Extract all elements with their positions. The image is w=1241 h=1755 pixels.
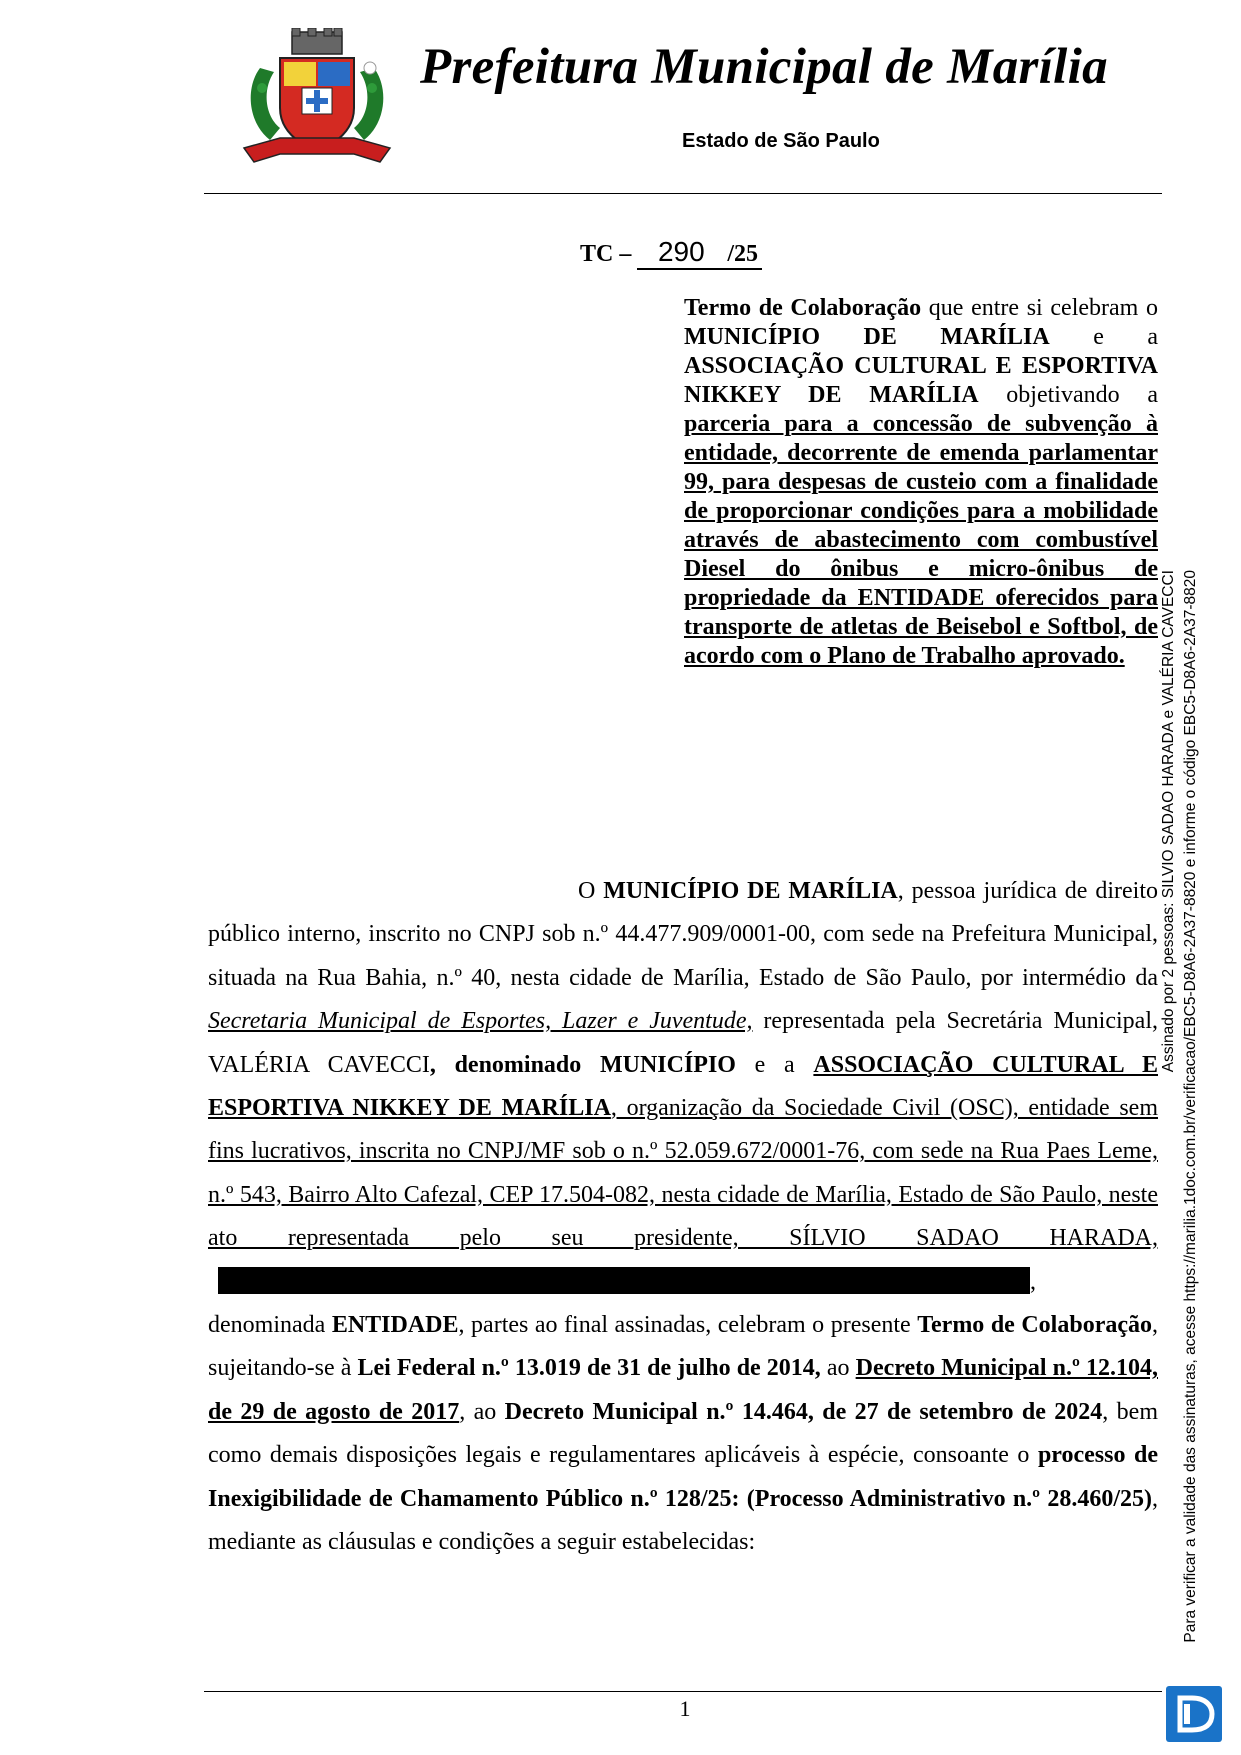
term-number [580,236,762,270]
body-text: representada pela Secretária Municipal, VALÉRIA CAVECCI [208,1008,1158,1078]
redaction-bar [218,1267,1030,1294]
body-text: , sujeitando-se à [208,1312,1159,1382]
body-text: denominada [208,1312,332,1339]
body-text: O [578,878,604,904]
term-summary [684,294,1158,671]
signature-signers: Assinado por 2 pessoas: SILVIO SADAO HARADA e VALÉRIA CAVECCI [1160,570,1177,1073]
preamble-paragraph [208,870,1158,1565]
signature-notice [1158,570,1208,1660]
summary-text: e a [1049,324,1158,350]
summary-object: parceria para a concessão de subvenção à entidade, decorrente de emenda parlamentar 99, para despesas de custeio com a finalidade de proporcionar condições para a mobilidade através de abastecimento com combustível Diesel do ônibus e micro-ônibus de propriedade da ENTIDADE oferecidos para transporte de atletas de Beisebol e Softbol, de acordo com o Plano de Trabalho aprovado. [684,411,1158,669]
body-municipio-label: MUNICÍPIO [599,1051,736,1078]
body-association-details: , organização da Sociedade Civil (OSC), entidade sem fins lucrativos, inscrita no CNPJ/MF sob o n.º 52.059.672/0001-76, com sede na Rua Paes Leme, n.º 543, Bairro Alto Cafezal, CEP 17.504-082, nesta cidade de Marília, Estado de São Paulo, neste ato representada pelo seu presidente, SÍLVIO SADAO HARADA, [208,1095,1158,1252]
summary-municipality: MUNICÍPIO DE MARÍLIA [684,324,1050,350]
term-number-value: 290 [657,236,705,267]
summary-text: objetivando a [978,382,1158,408]
summary-text: que entre si celebram o [921,295,1158,321]
body-text: e a [735,1051,814,1078]
summary-term-label: Termo de Colaboração [684,295,922,321]
organization-title: Prefeitura Municipal de Marília [420,39,1108,95]
body-association: ASSOCIAÇÃO CULTURAL E ESPORTIVA NIKKEY DE MARÍLIA [208,1051,1158,1122]
body-text: , bem como demais disposições legais e regulamentares aplicáveis à espécie, consoante o [208,1398,1158,1469]
body-text: , [1030,1268,1036,1295]
body-text: ao [820,1355,856,1382]
body-decree-2017: Decreto Municipal n.º 12.104, de 29 de agosto de 2017 [208,1355,1158,1425]
body-term-label: Termo de Colaboração [917,1312,1153,1339]
body-text: , mediante as cláusulas e condições a seguir estabelecidas: [208,1485,1158,1556]
body-entidade-label: ENTIDADE [331,1312,459,1339]
term-number-suffix: /25 [721,241,759,267]
page-number: 1 [679,1696,691,1721]
header-divider [204,193,1162,194]
body-text: , partes ao final assinadas, celebram o presente [458,1312,918,1339]
body-decree-2024: Decreto Municipal n.º 14.464, de 27 de setembro de 2024 [504,1398,1103,1425]
footer-divider [204,1691,1162,1692]
body-text: , denominado [429,1051,600,1078]
1doc-logo-icon [1166,1686,1222,1742]
term-number-prefix: TC – [580,241,638,267]
coat-of-arms-icon [240,28,394,174]
body-text: , pessoa jurídica de direito público interno, inscrito no CNPJ sob n.º 44.477.909/0001-00, com sede na Prefeitura Municipal, situada na Rua Bahia, n.º 40, nesta cidade de Marília, Estado de São Paulo, por intermédio da [208,878,1158,991]
body-municipality: MUNICÍPIO DE MARÍLIA [603,878,898,904]
summary-association: ASSOCIAÇÃO CULTURAL E ESPORTIVA NIKKEY DE MARÍLIA [684,353,1158,408]
body-secretariat: Secretaria Municipal de Esportes, Lazer e Juventude, [208,1008,753,1035]
body-text: , ao [459,1398,505,1425]
body-federal-law: Lei Federal n.º 13.019 de 31 de julho de 2014, [357,1355,821,1382]
organization-state: Estado de São Paulo [682,130,880,152]
signature-verification: Para verificar a validade das assinaturas, acesse https://marilia.1doc.com.br/verificacao/EBC5-D8A6-2A37-8820 e informe o código EBC5-D8A6-2A37-8820 [1182,570,1199,1643]
body-process: processo de Inexigibilidade de Chamamento Público n.º 128/25: (Processo Administrativo n.º 28.460/25) [208,1442,1158,1512]
